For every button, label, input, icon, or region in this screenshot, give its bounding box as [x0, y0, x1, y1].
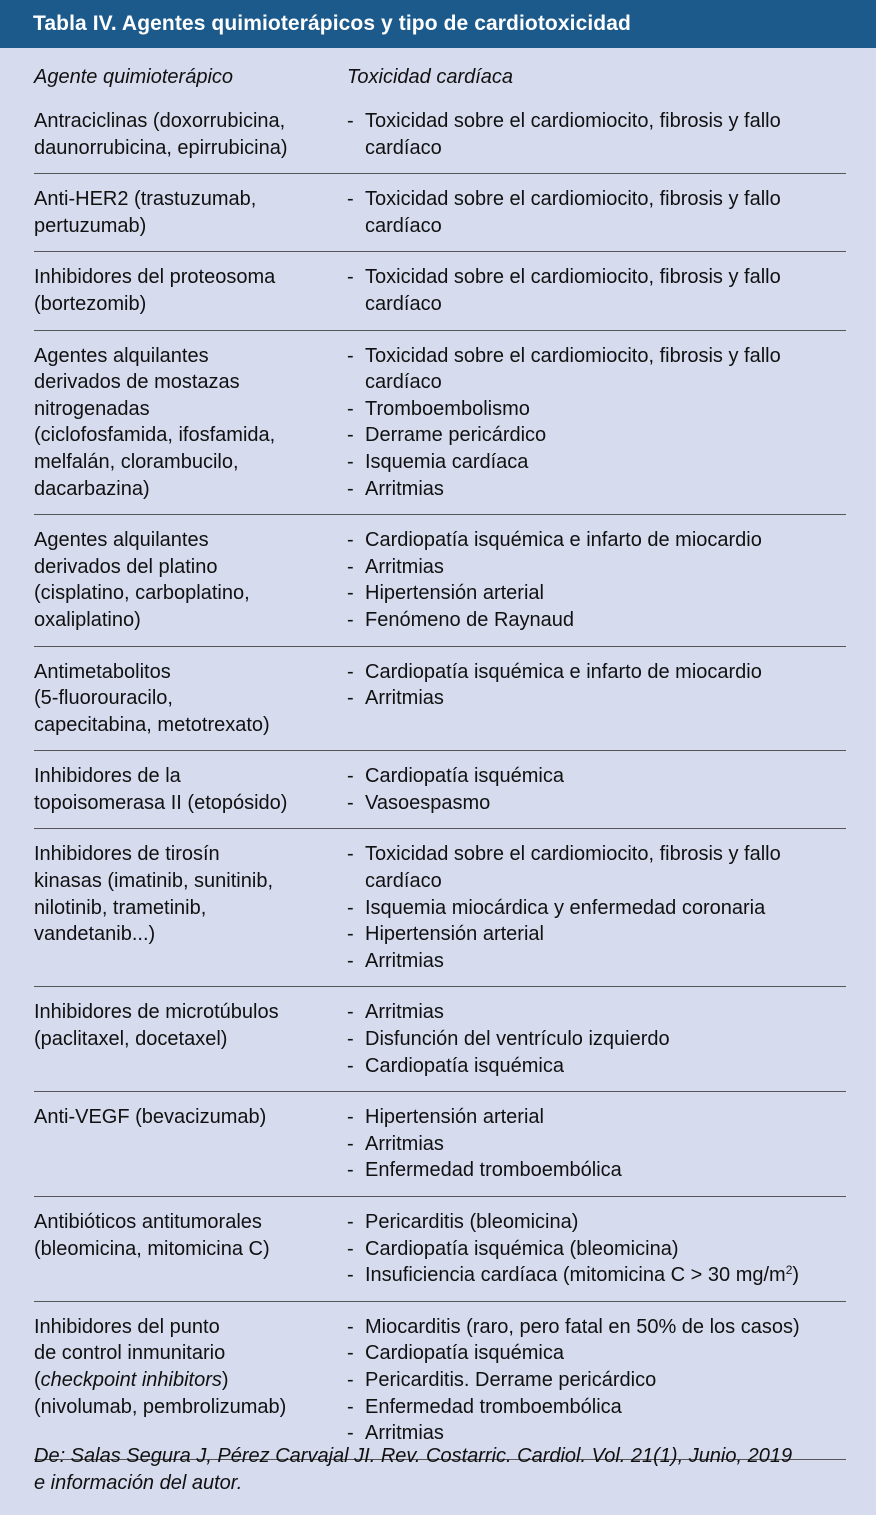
toxicity-cell: [347, 1314, 846, 1447]
table-header-row: [34, 48, 846, 106]
toxicity-item: - Disfunción del ventrículo izquierdo: [347, 1028, 670, 1051]
agent-cell: Antimetabolitos (5-fluorouracilo, capecitabina, metotrexato): [34, 660, 270, 736]
toxicity-item: - Toxicidad sobre el cardiomiocito, fibrosis y fallo cardíaco: [347, 188, 781, 237]
toxicity-item: - Pericarditis. Derrame pericárdico: [347, 1368, 657, 1391]
agent-cell: Anti-HER2 (trastuzumab, pertuzumab): [34, 188, 257, 237]
toxicity-item: - Isquemia cardíaca: [347, 450, 529, 473]
agent-cell: Anti-VEGF (bevacizumab): [34, 1106, 267, 1129]
toxicity-item: - Tromboembolismo: [347, 397, 530, 420]
toxicity-item: - Hipertensión arterial: [347, 923, 544, 946]
toxicity-cell: [347, 841, 846, 974]
agent-cell: Inhibidores de tirosín kinasas (imatinib, sunitinib, nilotinib, trametinib, vandetanib...): [34, 843, 273, 946]
toxicity-item: - Hipertensión arterial: [347, 582, 544, 605]
table-row: [34, 986, 846, 1091]
agent-cell: Antraciclinas (doxorrubicina, daunorrubicina, epirrubicina): [34, 110, 288, 159]
header-toxicity: Toxicidad cardíaca: [347, 65, 514, 88]
table-row: [34, 1091, 846, 1196]
toxicity-item: - Cardiopatía isquémica (bleomicina): [347, 1237, 679, 1260]
table-title: Tabla IV. Agentes quimioterápicos y tipo de cardiotoxicidad: [0, 0, 876, 48]
agent-cell: Antibióticos antitumorales (bleomicina, mitomicina C): [34, 1211, 270, 1260]
toxicity-cell: [347, 999, 846, 1079]
toxicity-item: - Miocarditis (raro, pero fatal en 50% de los casos): [347, 1315, 800, 1338]
agent-cell: Inhibidores de microtúbulos (paclitaxel, docetaxel): [34, 1001, 279, 1051]
toxicity-item: - Toxicidad sobre el cardiomiocito, fibrosis y fallo cardíaco: [347, 110, 781, 159]
toxicity-item: - Arritmias: [347, 555, 444, 578]
toxicity-item: - Arritmias: [347, 477, 444, 500]
toxicity-item: - Arritmias: [347, 1422, 444, 1445]
agent-cell: Inhibidores de la topoisomerasa II (etopósido): [34, 765, 288, 814]
toxicity-item: - Insuficiencia cardíaca (mitomicina C > 30 $mg/m^2$): [347, 1263, 800, 1287]
toxicity-item: - Hipertensión arterial: [347, 1106, 544, 1129]
toxicity-item: - Arritmias: [347, 1001, 444, 1024]
table-row: [34, 1301, 846, 1460]
toxicity-cell: [347, 1104, 846, 1184]
toxicity-item: - Enfermedad tromboembólica: [347, 1159, 622, 1182]
toxicity-item: - Arritmias: [347, 1132, 444, 1155]
toxicity-item: - Cardiopatía isquémica e infarto de miocardio: [347, 529, 762, 552]
toxicity-item: - Arritmias: [347, 949, 444, 972]
superscript: 2: [785, 1263, 793, 1278]
toxicity-cell: [347, 763, 846, 816]
table-row: [34, 1196, 846, 1301]
toxicity-item: - Arritmias: [347, 687, 444, 710]
agent-cell: Inhibidores del proteosoma (bortezomib): [34, 266, 276, 315]
toxicity-item: - Cardiopatía isquémica e infarto de miocardio: [347, 660, 762, 683]
source-footnote: De: Salas Segura J, Pérez Carvajal JI. Rev. Costarric. Cardiol. Vol. 21(1), Junio, 2019 e información del autor.: [34, 1445, 793, 1494]
toxicity-item: - Cardiopatía isquémica: [347, 1054, 564, 1077]
table-row: [34, 330, 846, 515]
toxicity-cell: [347, 264, 846, 317]
toxicity-cell: [347, 343, 846, 503]
toxicity-item: - Pericarditis (bleomicina): [347, 1211, 579, 1233]
table-row: [34, 251, 846, 329]
toxicity-item: - Cardiopatía isquémica: [347, 765, 564, 788]
toxicity-item: - Cardiopatía isquémica: [347, 1342, 564, 1365]
header-agent: Agente quimioterápico: [34, 65, 234, 88]
table-row: [34, 106, 846, 173]
agent-cell: Agentes alquilantes derivados de mostazas nitrogenadas (ciclofosfamida, ifosfamida, melfalán, clorambucilo, dacarbazina): [34, 344, 276, 500]
table-row: [34, 646, 846, 751]
toxicity-item: - Isquemia miocárdica y enfermedad coronaria: [347, 896, 766, 919]
toxicity-item: - Derrame pericárdico: [347, 424, 547, 447]
toxicity-cell: [347, 527, 846, 633]
toxicity-cell: [347, 186, 846, 239]
table-row: [34, 828, 846, 986]
toxicity-cell: [347, 108, 846, 161]
table-row: [34, 750, 846, 828]
table-row: [34, 514, 846, 645]
agent-cell: Inhibidores del punto de control inmunitario (checkpoint inhibitors) (nivolumab, pembrolizumab): [34, 1315, 287, 1418]
table-row: [34, 173, 846, 251]
toxicity-item: - Toxicidad sobre el cardiomiocito, fibrosis y fallo cardíaco: [347, 266, 781, 315]
toxicity-item: - Toxicidad sobre el cardiomiocito, fibrosis y fallo cardíaco: [347, 344, 781, 394]
toxicity-cell: [347, 659, 846, 739]
toxicity-item: - Toxicidad sobre el cardiomiocito, fibrosis y fallo cardíaco: [347, 843, 781, 893]
italic-term: checkpoint inhibitors: [40, 1368, 222, 1391]
toxicity-cell: [347, 1209, 846, 1289]
toxicity-item: - Fenómeno de Raynaud: [347, 608, 575, 631]
toxicity-item: - Vasoespasmo: [347, 791, 491, 814]
chemotherapy-table: [34, 48, 846, 1460]
toxicity-item: - Enfermedad tromboembólica: [347, 1395, 622, 1418]
agent-cell: Agentes alquilantes derivados del platino (cisplatino, carboplatino, oxaliplatino): [34, 529, 250, 631]
